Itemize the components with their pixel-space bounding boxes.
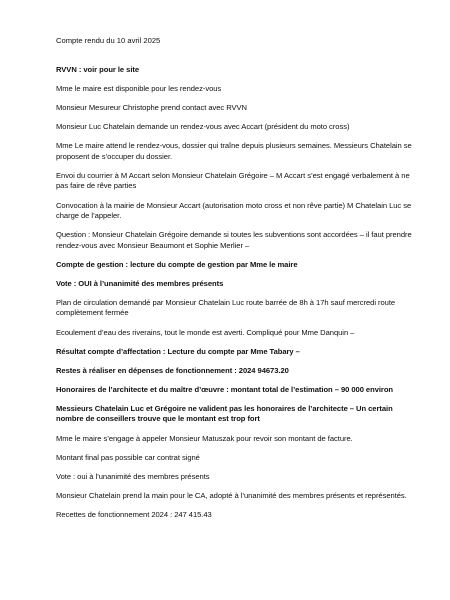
paragraph: Monsieur Luc Chatelain demande un rendez-vous avec Accart (président du moto cross) <box>56 122 350 132</box>
paragraph: Question : Monsieur Chatelain Grégoire demande si toutes les subventions sont accordées – il faut prendre rendez-vous avec Monsieur Beaumont et Sophie Merlier – <box>56 230 412 250</box>
paragraph: Monsieur Chatelain prend la main pour le CA, adopté à l’unanimité des membres présents et représentés. <box>56 490 407 500</box>
paragraph: Monsieur Mesureur Christophe prend contact avec RVVN <box>56 103 247 113</box>
paragraph: Compte de gestion : lecture du compte de gestion par Mme le maire <box>56 259 298 269</box>
document-body <box>56 65 414 520</box>
paragraph: Montant final pas possible car contrat signé <box>56 452 200 462</box>
paragraph: Convocation à la mairie de Monsieur Accart (autorisation moto cross et non rêve partie) M Chatelain Luc se charge de l’appeler. <box>56 200 412 221</box>
paragraph: Envoi du courrier à M Accart selon Monsieur Chatelain Grégoire – M Accart s’est engagé verbalement à ne pas faire de rêve parties <box>56 170 410 191</box>
paragraph: Mme le maire est disponible pour les rendez-vous <box>56 84 222 94</box>
paragraph: Vote : oui à l’unanimité des membres présents <box>56 471 210 481</box>
paragraph: Mme le maire s’engage à appeler Monsieur Matuszak pour revoir son montant de facture. <box>56 433 353 443</box>
paragraph: Ecoulement d’eau des riverains, tout le monde est averti. Compliqué pour Mme Danquin – <box>56 327 355 337</box>
paragraph: Vote : OUI à l’unanimité des membres présents <box>56 278 224 288</box>
document-title: Compte rendu du 10 avril 2025 <box>56 36 161 45</box>
paragraph: Messieurs Chatelain Luc et Grégoire ne valident pas les honoraires de l’architecte – Un certain nombre de conseillers trouve que le montant est trop fort <box>56 403 393 424</box>
paragraph: Résultat compte d’affectation : Lecture du compte par Mme Tabary – <box>56 346 300 356</box>
paragraph: Honoraires de l’architecte et du maître d’œuvre : montant total de l’estimation – 90 000 environ <box>56 384 394 394</box>
paragraph: Restes à réaliser en dépenses de fonctionnement : 2024 94673.20 <box>56 365 289 375</box>
paragraph: Plan de circulation demandé par Monsieur Chatelain Luc route barrée de 8h à 17h sauf mercredi route complètement fermée <box>56 297 396 318</box>
paragraph: RVVN : voir pour le site <box>56 65 140 74</box>
paragraph: Recettes de fonctionnement 2024 : 247 415.43 <box>56 509 212 519</box>
paragraph: Mme Le maire attend le rendez-vous, dossier qui traîne depuis plusieurs semaines. Messieurs Chatelain se proposent de s’occuper du dossier. <box>56 141 412 161</box>
